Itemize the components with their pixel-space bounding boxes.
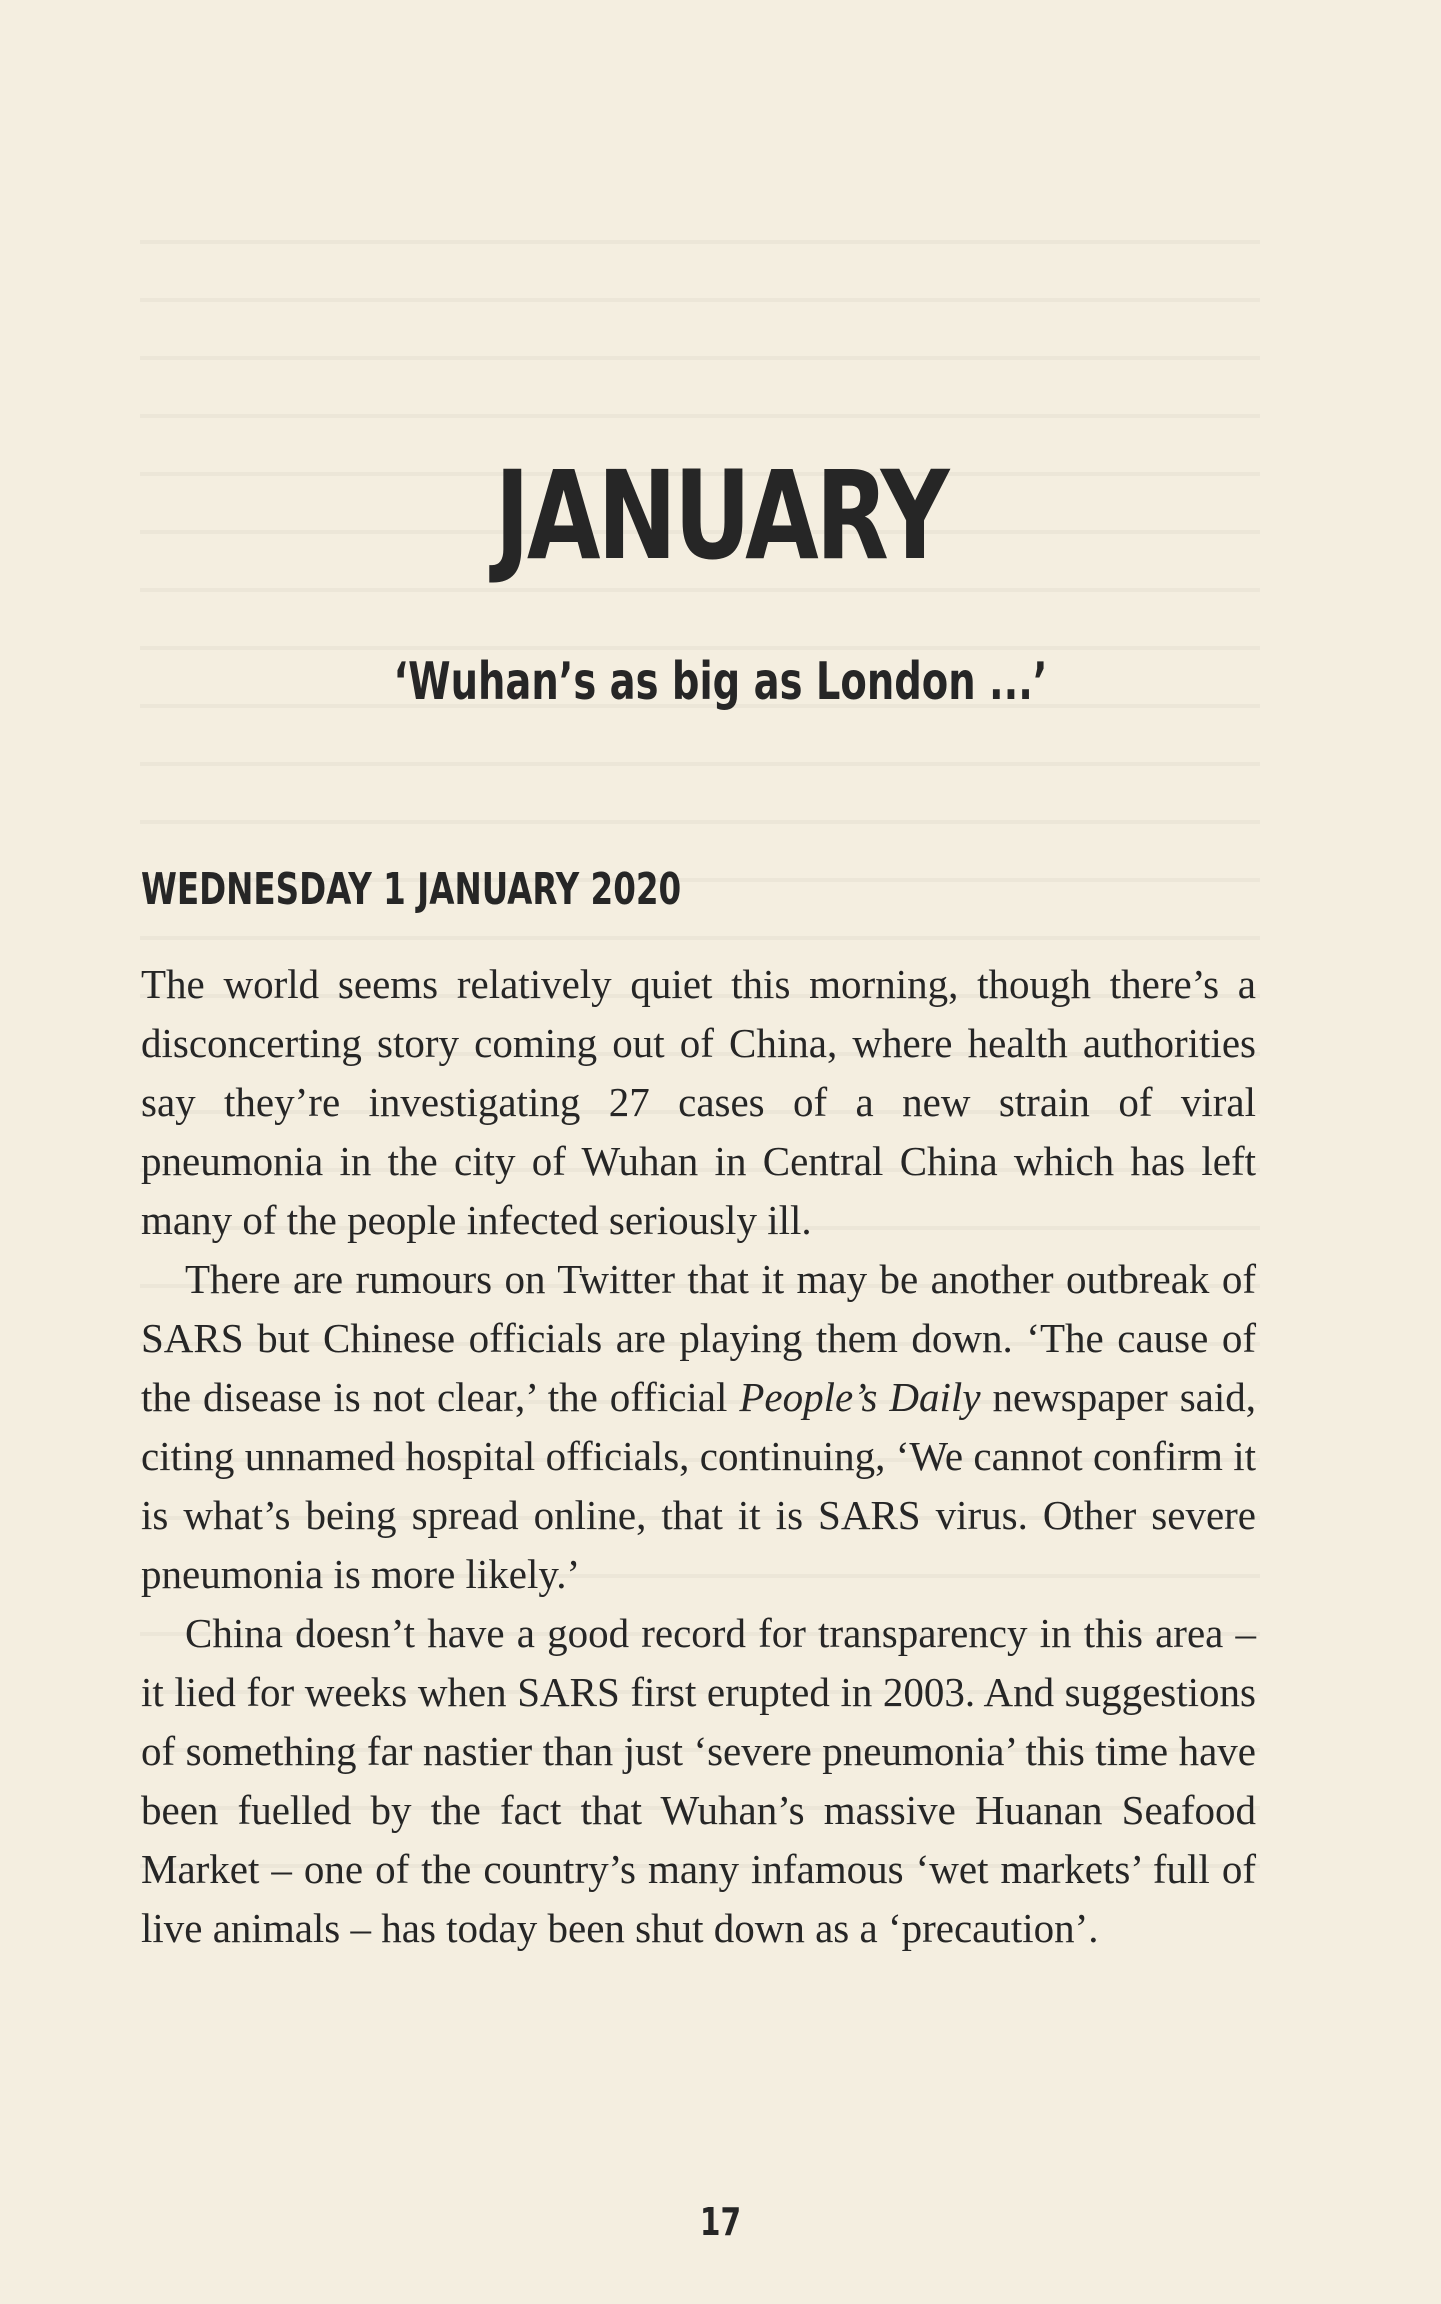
- chapter-title: JANUARY: [494, 445, 947, 587]
- paragraph-2-text-end: newspaper said, citing unnamed hospital officials, continuing, ‘We cannot confirm it is what’s being spread online, that it is SARS virus. Other severe pneumonia is more likely.’: [141, 1374, 1257, 1597]
- paragraph-1: The world seems relatively quiet this morning, though there’s a disconcerting story coming out of China, where health authorities say they’re investigating 27 cases of a new strain of viral pneumonia in the city of Wuhan in Central China which has left many of the people infected seriously ill.: [141, 961, 1256, 1243]
- diary-entry-date: WEDNESDAY 1 JANUARY 2020: [141, 864, 682, 915]
- entry-body: [141, 955, 1256, 1958]
- paragraph-2-text-start: There are rumours on Twitter that it may be another outbreak of SARS but Chinese officials are playing them down. ‘The cause of the disease is not clear,’ the official: [141, 1256, 1256, 1420]
- chapter-subtitle: ‘Wuhan’s as big as London ...’: [393, 652, 1048, 712]
- newspaper-title: People’s Daily: [739, 1374, 981, 1420]
- paragraph-2: [141, 1250, 1256, 1604]
- paragraph-3: China doesn’t have a good record for transparency in this area – it lied for weeks when SARS first erupted in 2003. And suggestions of something far nastier than just ‘severe pneumonia’ this time have been fuelled by the fact that Wuhan’s massive Huanan Seafood Market – one of the country’s many infamous ‘wet markets’ full of live animals – has today been shut down as a ‘precaution’.: [141, 1610, 1256, 1951]
- page-number: 17: [699, 2200, 742, 2244]
